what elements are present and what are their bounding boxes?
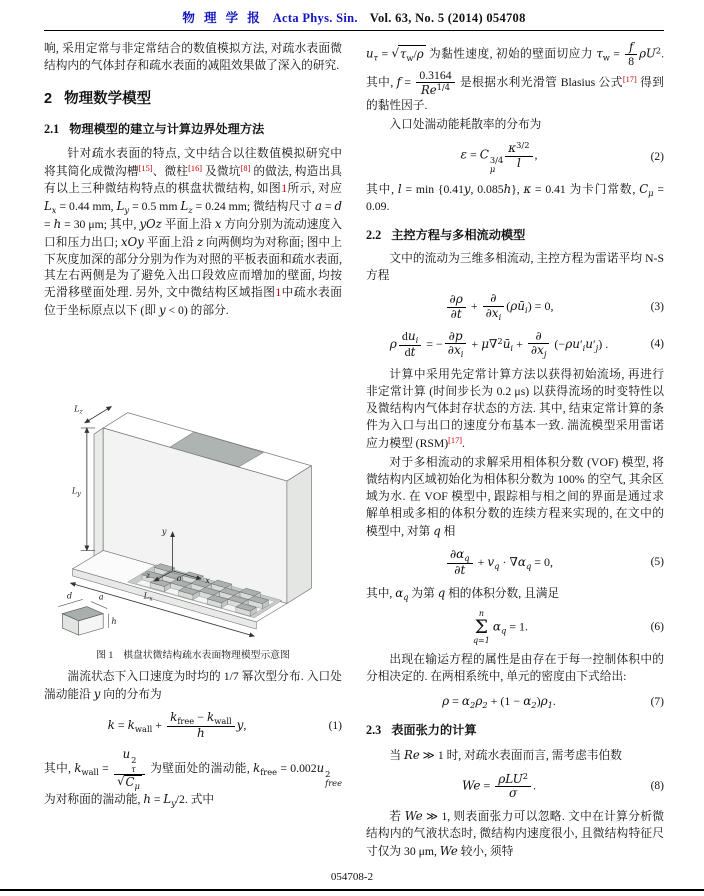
math-italic: α (523, 693, 532, 708)
math-italic: h (53, 216, 62, 231)
math-italic: a (314, 198, 322, 213)
subscript: y (124, 204, 130, 215)
unit-cube-detail (58, 591, 116, 636)
bottom-rule (0, 889, 704, 891)
sup-sub-stack: 2 τ (131, 755, 137, 774)
math-italic: y (463, 181, 471, 196)
right-column (366, 41, 664, 863)
journal-title-en: Acta Phys. Sin. (272, 11, 358, 25)
math-italic: ρ (416, 47, 424, 62)
math-italic: L (44, 198, 52, 213)
math-italic: κ (523, 181, 532, 196)
math-italic: ∂α (449, 546, 465, 561)
math-italic: ρu (565, 336, 580, 351)
math-italic: ∂t (454, 563, 466, 578)
math-italic: ∂ (535, 328, 542, 343)
sup-sub-stack: 2 free (325, 769, 342, 789)
math-italic: u (122, 747, 131, 762)
math-italic: Re (404, 747, 420, 762)
slab-left-face (94, 428, 103, 557)
equation-body: ρ $\frac{du_i}{dt}$ = − $\frac{\partial p}{\partial x_i}$ + $\mu\nabla^2ū_i$ + $\frac{\partial}{\partial x_j}$ $(-\rho u'_iu'_j)$ . (389, 328, 609, 360)
subscript: 2 (482, 699, 488, 710)
math-italic: f (396, 75, 401, 90)
math-italic: u (316, 761, 325, 776)
paragraph: 其中, $k_{wall}$ = u 2 τ √ $C_\mu$ 为壁面处的湍动能, $k_{free} = 0.002u$ 2 free 为对称面的湍动能, $h = L_y/2$. 式中 (44, 747, 342, 809)
subscript: q (494, 560, 500, 571)
heading-title: 表面张力的计算 (391, 722, 477, 737)
math-italic: κ (508, 140, 517, 155)
paragraph: 当 Re ≫ 1 时, 对疏水表面而言, 需考虑韦伯数 (389, 747, 622, 762)
fraction: $\frac{du_i}{dt}$ (399, 330, 421, 360)
fraction: $\frac{f}{8}$ (625, 41, 637, 69)
math-italic: k (74, 761, 82, 776)
fraction (505, 141, 532, 171)
subscript: 2 (531, 699, 537, 710)
math-italic: α (492, 619, 501, 634)
subscript: i (582, 342, 586, 353)
paragraph: 针对疏水表面的特点, 文中结合以往数值模拟研究中将其简化成微沟槽[15]、微柱[16] 及微坑[8] 的做法, 构造出具有以上三种微结构特点的棋盘状微结构, 如图1所示, 对应 $L_x = 0.44$ mm, $L_y = 0.5$ mm $L_z = 0.24$ mm; 微结构尺寸 a = d = h = 30 μm; 其中, yOz 平面上沿 x 方向分别为流动速度入口和压力出口; xOy 平面上沿 z 向两侧均为对称面; 图中上下灰度加深的部分分别为作为对照的平板表面和疏水表面, 其左右两侧是为了避免入出口段效应而增加的壁面, 均按无滑移壁面处理. 另外, 文中微结构区域指图1中疏水表面位于坐标原点以下 (即 y < 0) 的部分. (44, 146, 342, 318)
math-italic: k (170, 709, 178, 724)
superscript: 2 (497, 335, 503, 346)
citation-ref[interactable]: [15] (138, 163, 153, 173)
figure-caption-text: 棋盘状微结构疏水表面物理模型示意图 (123, 649, 290, 661)
paragraph: 湍流状态下入口速度为时均的 1/7 幂次型分布. 入口处湍动能沿 y 向的分布为 (44, 669, 342, 701)
equation (366, 548, 664, 578)
origin-label: o (176, 573, 182, 584)
journal-header (44, 6, 664, 26)
math-italic: C (125, 774, 135, 789)
sqrt: √ $\tau_w/\rho$ (391, 46, 424, 64)
math-italic: h (503, 181, 512, 196)
subscript: j (543, 349, 547, 360)
math-italic: h (143, 792, 151, 807)
equation-number: (6) (650, 621, 664, 634)
math-italic: l (397, 181, 402, 196)
subsection-heading (366, 722, 664, 740)
equation (44, 711, 342, 741)
equation-number: (3) (650, 301, 664, 314)
citation-ref[interactable]: [16] (188, 163, 202, 173)
math-italic: ρU (639, 46, 656, 61)
math-italic: q (433, 523, 441, 538)
math-italic: y (236, 717, 244, 732)
paragraph: 文中的流动为三维多相流动, 主控方程为雷诺平均 N-S 方程 (366, 252, 664, 283)
math-italic: τ (399, 47, 407, 62)
figure-caption-tag: 图 1 (96, 649, 114, 661)
subscript: w (602, 52, 610, 63)
superscript: 1/4 (436, 82, 451, 93)
fraction (495, 772, 531, 802)
sup-sub-stack: 3/4 μ (489, 155, 504, 174)
figure-ref[interactable]: 1 (281, 181, 288, 195)
dim-d-label: d (66, 590, 73, 601)
equation (366, 292, 664, 322)
subscript: q (403, 591, 409, 602)
axis-z-label: z (145, 570, 151, 581)
math-italic: t (410, 345, 416, 360)
paragraph: 出现在输运方程的属性是由存在于每一控制体积中的分相决定的. 在两相系统中, 单元的密度由下式给出: (366, 653, 664, 683)
subscript: free (177, 715, 195, 726)
equation-number: (4) (650, 338, 664, 351)
math-italic: τ (596, 46, 603, 61)
math-italic: ρ (442, 693, 450, 708)
subscript: wall (81, 767, 99, 778)
equation (366, 141, 664, 174)
dim-a-label: a (98, 591, 104, 602)
math-italic: ∂ (490, 291, 497, 306)
equation-body: $\frac{\partial\alpha_q}{\partial t}$ + $v_q \cdot \nabla\alpha_q = 0$, (366, 548, 632, 578)
math-italic: C (479, 147, 489, 162)
dim-d-line (58, 600, 82, 607)
header-rule (44, 30, 664, 31)
math-italic: k (206, 709, 215, 724)
math-italic: ū (502, 336, 511, 351)
superscript: 2 (655, 45, 662, 56)
math-italic: α (517, 554, 526, 569)
paragraph: 对于多相流动的求解采用相体积分数 (VOF) 模型, 将微结构内区域初始化为相体积分数为 100% 的空气, 其余区域为水. 在 VOF 模型中, 跟踪相与相之间的界面是通过求解单相或多相的体积分数的连续方程来实现的, 在文中的模型中, 对第 q 相 (366, 455, 664, 538)
subscript: j (595, 342, 599, 353)
math-italic: y (93, 686, 101, 701)
dim-h-label: h (111, 616, 117, 627)
subscript: i (498, 312, 502, 323)
equation-number: (5) (650, 556, 664, 569)
superscript: 2 (522, 770, 528, 781)
equation (366, 330, 664, 360)
fraction: $\frac{k_{free} - k_{wall}}{h}$ (167, 711, 235, 741)
equation-body: $\frac{\partial\rho}{\partial t}$ + $\frac{\partial}{\partial x_i}$ $(\rho ū_i) = 0$, (366, 292, 632, 322)
math-italic: d (334, 198, 342, 213)
math-italic: ρ (540, 693, 548, 708)
citation-ref[interactable]: [17] (448, 435, 462, 445)
superscript: 3/2 (516, 139, 530, 150)
fraction (445, 330, 467, 360)
equation-body: $\rho = \alpha_2\rho_2 + (1 - \alpha_2)\rho_1$. (442, 693, 556, 710)
subscript: μ (134, 780, 140, 791)
paragraph: 计算中采用先定常计算方法以获得初始流场, 再进行非定常计算 (时间步长为 0.2 μs) 以获得流场的时变特性以及微结构内气体封存状态的方法. 其中, 结束定常计算的条件为入口与出口的速度分布基本一致. 湍流模型采用雷诺应力模型 (RSM)[17]. (366, 367, 664, 450)
math-italic: y (158, 303, 166, 318)
math-italic: v (487, 554, 495, 569)
math-italic: L (180, 198, 189, 213)
math-italic: xOy (121, 234, 144, 249)
math-italic: ρ (475, 693, 483, 708)
subscript: 1 (547, 699, 553, 710)
math-italic: k (253, 761, 261, 776)
math-italic: ε (460, 147, 467, 162)
math-italic: ρū (510, 299, 526, 314)
figure-caption (44, 649, 342, 663)
math-italic: u (585, 336, 593, 351)
math-italic: ρLU (498, 771, 523, 786)
math-italic: ∂ρ (449, 292, 463, 307)
journal-title-cn: 物 理 学 报 (182, 11, 263, 25)
subscript: i (415, 334, 419, 345)
figure-1 (44, 330, 342, 663)
fraction (483, 292, 505, 322)
math-italic: Re (420, 83, 437, 98)
fraction (447, 548, 473, 578)
subscript: i (460, 349, 464, 360)
math-italic: ρ (389, 336, 397, 351)
fraction (114, 748, 145, 791)
heading-number: 2.1 (44, 121, 60, 136)
math-italic: yOz (139, 216, 162, 231)
math-italic: f (628, 41, 634, 54)
section-heading (44, 89, 342, 110)
math-italic: L (163, 792, 172, 807)
heading-title: 物理模型的建立与计算边界处理方法 (69, 121, 265, 136)
math-italic: We (404, 809, 423, 824)
math-italic: We (439, 844, 458, 859)
equation (366, 610, 664, 645)
subscript: q (525, 560, 532, 571)
heading-number: 2.3 (366, 722, 382, 737)
heading-number: 2.2 (366, 227, 382, 242)
heading-title: 物理数学模型 (64, 90, 152, 107)
equation-number: (2) (650, 150, 664, 163)
citation-ref[interactable]: [8] (240, 163, 251, 173)
dim-a-line (91, 602, 107, 609)
subscript: wall (134, 723, 153, 734)
two-column-body (44, 41, 664, 863)
math-italic: h (196, 726, 205, 741)
left-column (44, 41, 342, 863)
math-italic: α (395, 585, 404, 600)
math-italic: ∂p (448, 328, 463, 343)
math-italic: q (437, 585, 446, 600)
math-italic: ∂x (447, 343, 461, 358)
dim-lz-label: $L_z$ (74, 404, 83, 417)
math-italic: ∂x (485, 306, 499, 321)
summation: n Σ q=1 (472, 609, 490, 645)
math-italic: σ (509, 786, 518, 801)
axis-x-label: x (205, 575, 210, 586)
slab-right-face (287, 466, 311, 604)
subscript: i (525, 305, 528, 316)
dim-lx-label: $L_x$ (143, 590, 153, 603)
heading-number: 2 (44, 90, 53, 107)
subsection-heading (366, 227, 664, 245)
page-number: 054708-2 (330, 871, 374, 883)
figure-canvas (44, 330, 342, 644)
math-italic: k (107, 717, 115, 732)
paragraph: 其中, l = min {0.41y, 0.085h}, κ = 0.41 为卡门常数, $C_\mu = 0.09$. (366, 181, 664, 213)
math-italic: L (116, 198, 125, 213)
dim-ly-label: $L_y$ (71, 485, 81, 498)
subscript: q (464, 552, 470, 563)
paragraph: 其中, $\alpha_q$ 为第 q 相的体积分数, 且满足 (366, 585, 560, 602)
paragraph: 入口处湍动能耗散率的分布为 (389, 117, 542, 131)
subscript: w (406, 53, 414, 64)
paragraph: $u_\tau$ = √ $\tau_w/\rho$ 为黏性速度, 初始的壁面切应力 $\tau_w$ = $\frac{f}{8}$ $\rho U^2$. 其中, f = $\frac{0.3164}{Re^{1/4}}$ 是根据水利光滑管 Blasius 公式[17] 得到的黏性因子. (366, 41, 664, 112)
math-italic: u (366, 46, 374, 61)
heading-title: 主控方程与多相流动模型 (391, 227, 526, 242)
subscript: q (500, 625, 507, 636)
equation-number: (8) (650, 780, 664, 793)
math-italic: ∂t (450, 306, 462, 321)
citation-ref[interactable]: [17] (622, 75, 637, 85)
equation-body: We = $\frac{\rho LU^2}{\sigma}$ . (461, 770, 536, 801)
math-italic: C (639, 181, 649, 196)
fraction (528, 330, 550, 360)
equation-body: ε = C 3/4 μ $\frac{\kappa^{3/2}}{l}$ , (460, 139, 538, 174)
math-italic: We (461, 778, 481, 793)
equation-number: (1) (328, 719, 342, 732)
subscript: x (51, 204, 57, 215)
subsection-heading (44, 121, 342, 139)
math-italic: l (516, 155, 521, 170)
math-italic: α (461, 693, 471, 708)
math-italic: x (214, 216, 222, 231)
subscript: 2 (470, 699, 476, 710)
figure-ref[interactable]: 1 (275, 286, 282, 300)
subscript: y (171, 798, 176, 809)
paragraph: 若 We ≫ 1, 则表面张力可以忽略. 文中在计算分析微结构内的气液状态时, 微结构内速度很小, 且微结构特征尺寸仅为 30 μm, We 较小, 须特 (366, 809, 664, 859)
equation-number: (7) (650, 695, 664, 708)
paragraph: 响, 采用定常与非定常结合的数值模拟方法, 对疏水表面微结构内的气体封存和疏水表面的减阻效果做了深入的研究. (44, 42, 342, 72)
math-italic: ∂x (530, 343, 544, 358)
subscript: μ (648, 187, 654, 198)
math-italic: μ (481, 336, 490, 351)
equation-body: n Σ q=1 $\alpha_q = 1$. (472, 609, 529, 645)
math-italic: k (127, 717, 135, 732)
subscript: τ (373, 52, 379, 63)
equation (366, 772, 664, 802)
axis-y-label: y (161, 526, 167, 537)
subscript: wall (214, 715, 232, 726)
subscript: i (510, 342, 514, 353)
volume-info: Vol. 63, No. 5 (2014) 054708 (369, 11, 526, 25)
sqrt: √ $C_\mu$ (117, 773, 140, 791)
fraction (447, 293, 466, 322)
fraction: $\frac{0.3164}{Re^{1/4}}$ (416, 69, 454, 98)
subscript: z (188, 204, 193, 215)
dim-lz-line (85, 407, 112, 423)
equation (366, 693, 664, 711)
math-italic: z (196, 234, 204, 249)
math-italic: u (407, 328, 416, 343)
equation-body: $k = k_{wall}$ + $\frac{k_{free} - k_{wall}}{h}$ y, (107, 709, 247, 741)
subscript: free (260, 767, 278, 778)
